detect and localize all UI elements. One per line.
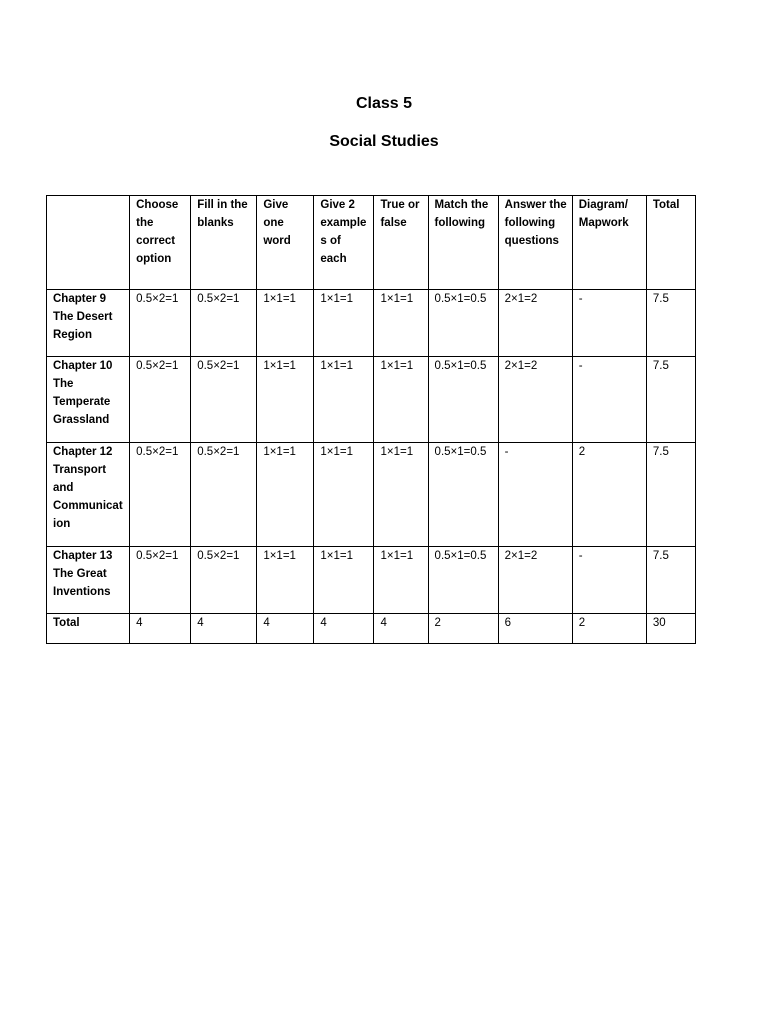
table-cell: 1×1=1	[257, 443, 314, 547]
table-cell: -	[572, 290, 646, 357]
subject-title: Social Studies	[329, 133, 439, 150]
table-cell: 2×1=2	[498, 290, 572, 357]
table-cell: 0.5×1=0.5	[428, 357, 498, 443]
table-cell: 2×1=2	[498, 357, 572, 443]
column-header-fill-blanks: Fill in the blanks	[191, 196, 257, 290]
table-cell: 0.5×2=1	[191, 443, 257, 547]
table-cell: 30	[646, 614, 695, 644]
row-chapter-label: Chapter 9 The Desert Region	[47, 290, 130, 357]
table-cell: 2	[428, 614, 498, 644]
table-cell: 7.5	[646, 290, 695, 357]
table-cell: 1×1=1	[314, 290, 374, 357]
table-cell: 0.5×1=0.5	[428, 290, 498, 357]
table-cell: 4	[130, 614, 191, 644]
table-cell: -	[572, 547, 646, 614]
table-cell: -	[572, 357, 646, 443]
table-cell: 1×1=1	[374, 547, 428, 614]
row-chapter-label: Chapter 10 The Temperate Grassland	[47, 357, 130, 443]
row-total-label: Total	[47, 614, 130, 644]
table-cell: 1×1=1	[314, 547, 374, 614]
table-cell: 0.5×2=1	[191, 357, 257, 443]
column-header-match: Match the following	[428, 196, 498, 290]
table-cell: 0.5×2=1	[130, 290, 191, 357]
table-cell: 4	[374, 614, 428, 644]
table-cell: 7.5	[646, 443, 695, 547]
class-title: Class 5	[355, 95, 413, 112]
table-cell: 1×1=1	[374, 290, 428, 357]
column-header-chapter	[47, 196, 130, 290]
table-cell: 2	[572, 443, 646, 547]
table-cell: 4	[257, 614, 314, 644]
column-header-one-word: Give one word	[257, 196, 314, 290]
table-cell: 0.5×2=1	[130, 443, 191, 547]
table-cell: 0.5×2=1	[130, 547, 191, 614]
column-header-choose-option: Choose the correct option	[130, 196, 191, 290]
column-header-diagram-mapwork: Diagram/ Mapwork	[572, 196, 646, 290]
column-header-true-false: True or false	[374, 196, 428, 290]
column-header-examples: Give 2 examples of each	[314, 196, 374, 290]
table-cell: 0.5×1=0.5	[428, 547, 498, 614]
table-cell: 4	[314, 614, 374, 644]
table-cell: 1×1=1	[314, 357, 374, 443]
table-row	[47, 547, 696, 614]
table-cell: 0.5×2=1	[191, 290, 257, 357]
row-chapter-label: Chapter 12 Transport and Communication	[47, 443, 130, 547]
table-cell: 2	[572, 614, 646, 644]
column-header-answer-questions: Answer the following questions	[498, 196, 572, 290]
table-row	[47, 290, 696, 357]
row-chapter-label: Chapter 13 The Great Inventions	[47, 547, 130, 614]
table-cell: 2×1=2	[498, 547, 572, 614]
table-cell: -	[498, 443, 572, 547]
table-cell: 1×1=1	[257, 547, 314, 614]
table-cell: 1×1=1	[257, 357, 314, 443]
table-cell: 7.5	[646, 357, 695, 443]
table-cell: 1×1=1	[314, 443, 374, 547]
column-header-total: Total	[646, 196, 695, 290]
table-cell: 0.5×1=0.5	[428, 443, 498, 547]
table-cell: 1×1=1	[257, 290, 314, 357]
table-row	[47, 443, 696, 547]
table-cell: 0.5×2=1	[130, 357, 191, 443]
marks-distribution-table	[46, 195, 696, 644]
table-row	[47, 357, 696, 443]
table-cell: 6	[498, 614, 572, 644]
table-cell: 1×1=1	[374, 443, 428, 547]
table-cell: 0.5×2=1	[191, 547, 257, 614]
table-cell: 7.5	[646, 547, 695, 614]
table-total-row	[47, 614, 696, 644]
table-cell: 4	[191, 614, 257, 644]
table-header-row	[47, 196, 696, 290]
table-cell: 1×1=1	[374, 357, 428, 443]
